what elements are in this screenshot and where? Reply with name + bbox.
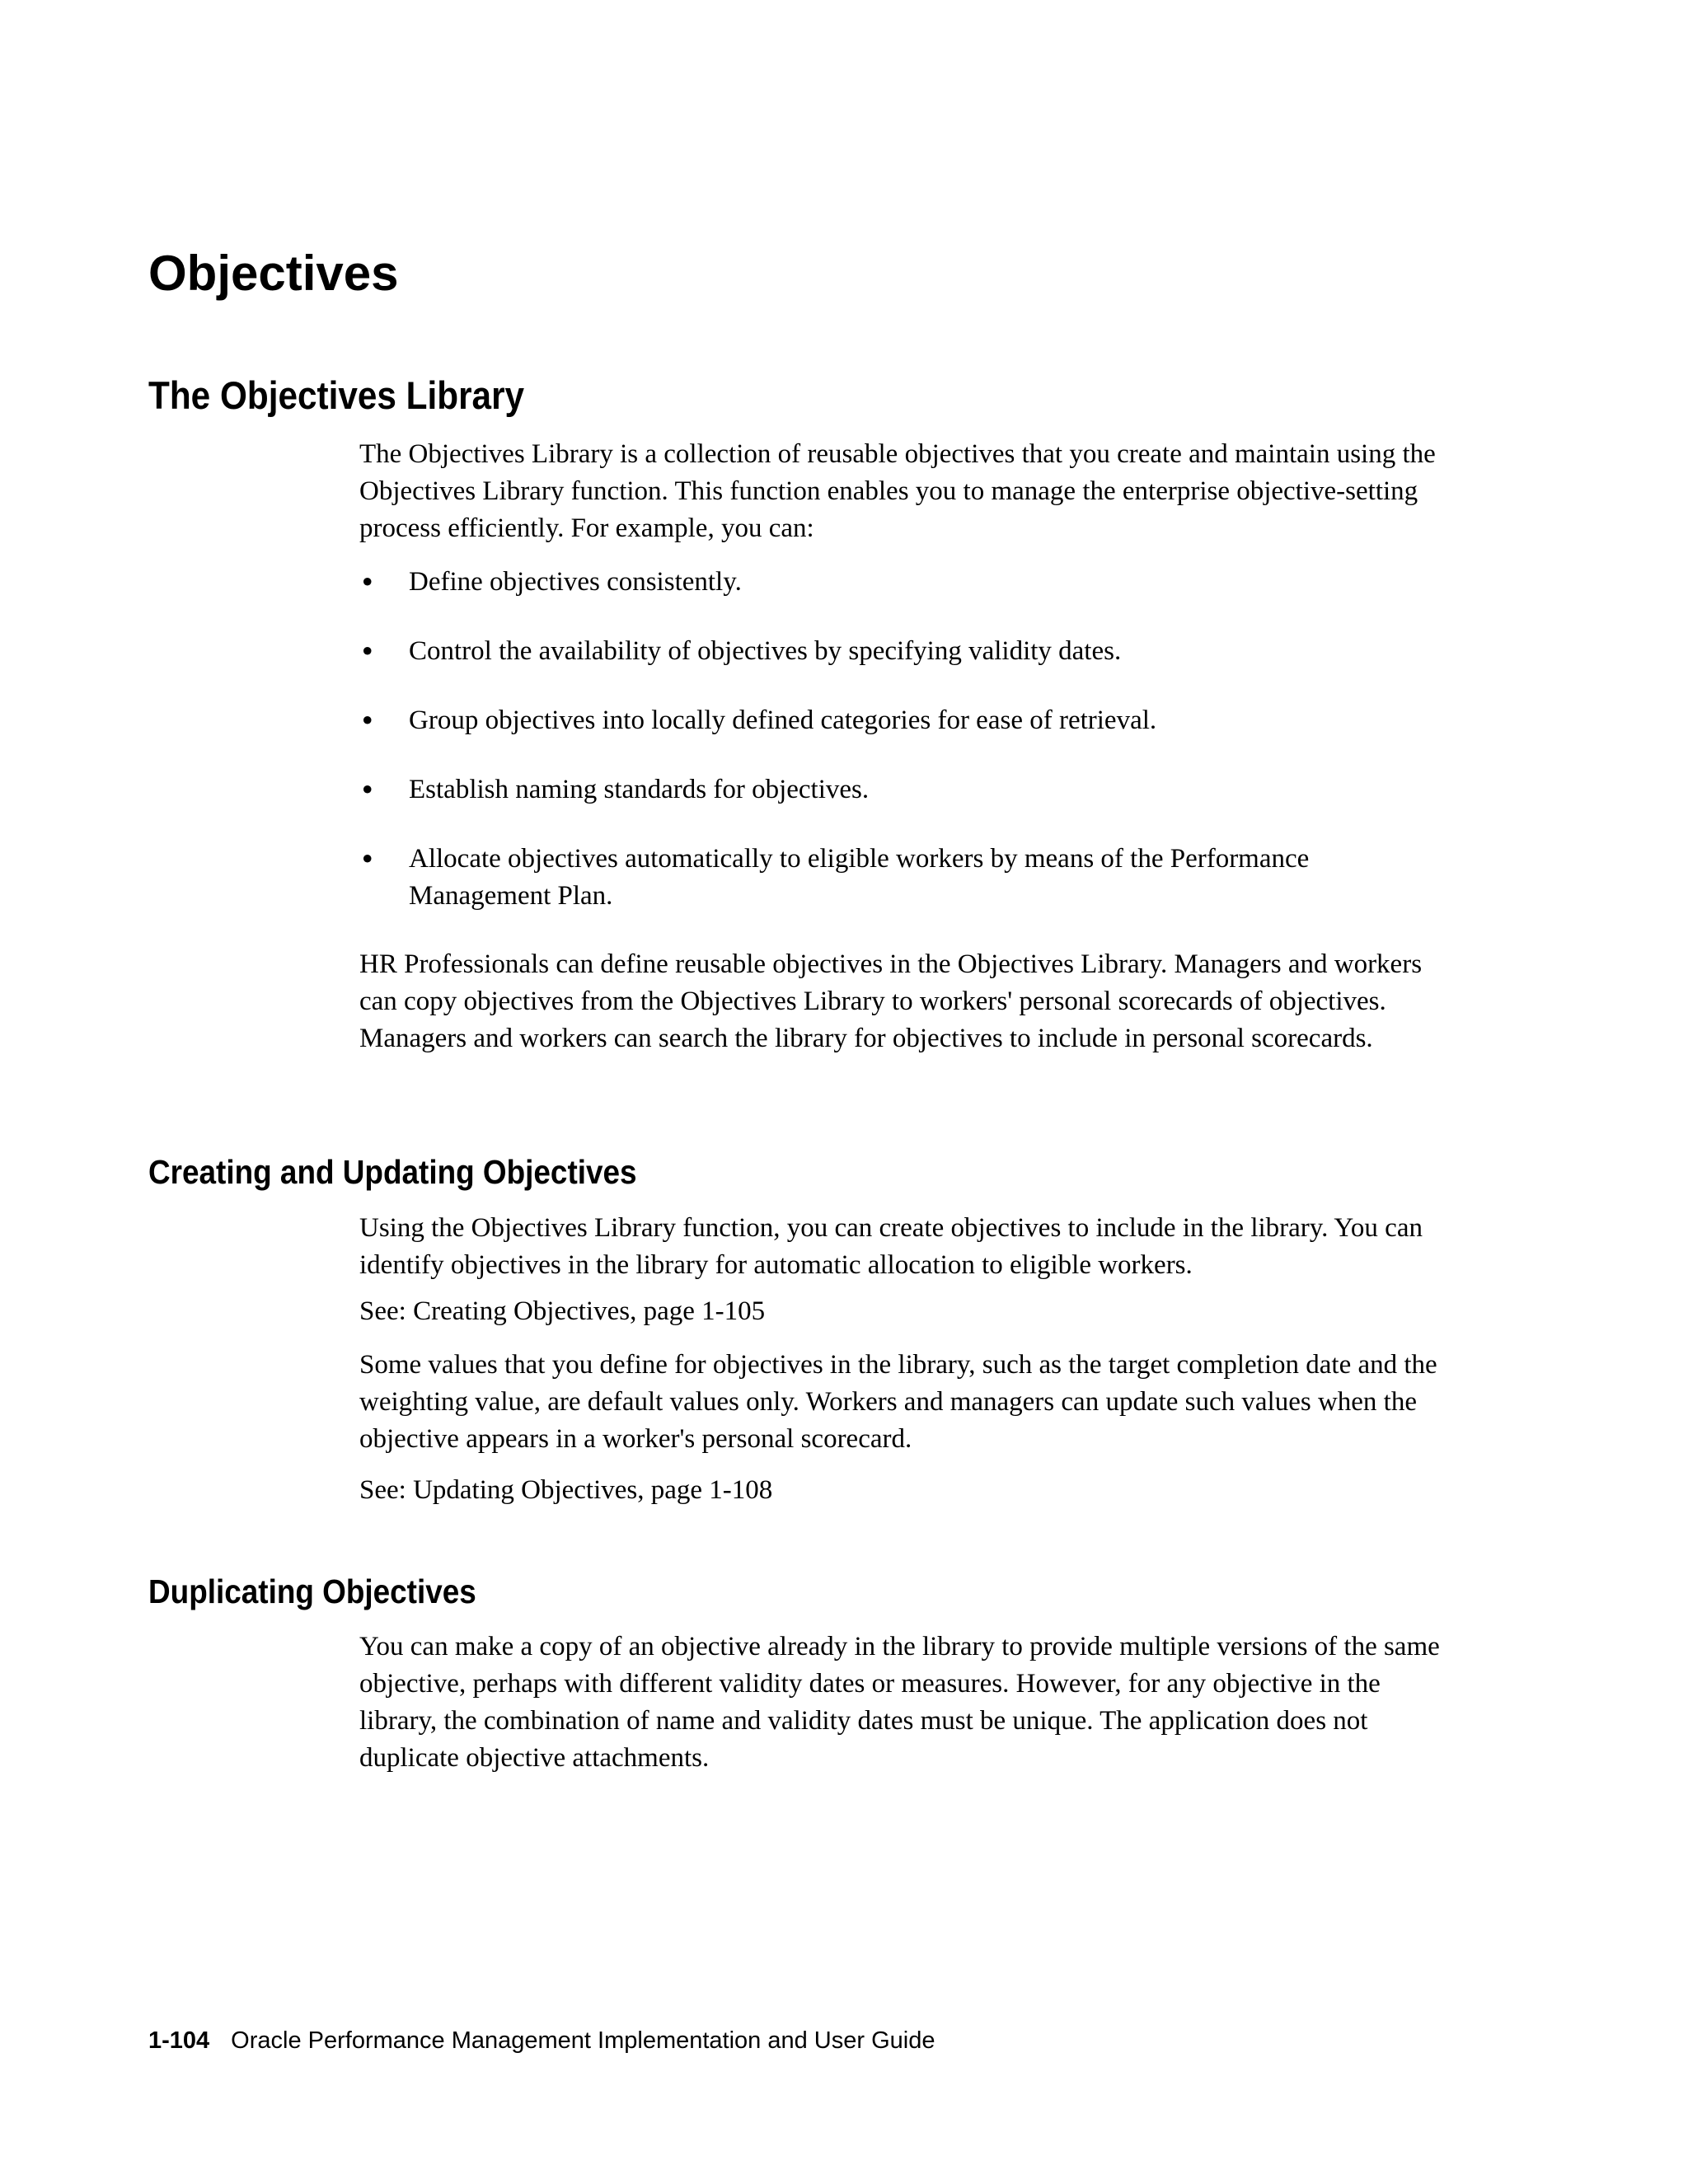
list-item [359,771,1447,808]
footer-book-title: Oracle Performance Management Implementation and User Guide [231,2027,935,2054]
creating-text-2: Some values that you define for objectives in the library, such as the target completion date and the weighting value, are default values only. Workers and managers can update such values when the objective appears in a worker's personal scorecard. [359,1350,1437,1454]
list-item [359,841,1447,915]
library-intro-text: The Objectives Library is a collection of reusable objectives that you create and maintain using the Objectives Library function. This function enables you to manage the enterprise objective-setting process efficiently. For example, you can: [359,439,1436,543]
creating-see-reference-2 [359,1472,1447,1509]
creating-see-reference-1 [359,1293,1447,1330]
library-closing-text: HR Professionals can define reusable objectives in the Objectives Library. Managers and workers can copy objectives from the Objectives Library to workers' personal scorecards of objectives. Managers and workers can search the library for objectives to include in personal scorecards. [359,949,1423,1053]
library-closing-paragraph [359,946,1447,1057]
library-intro-paragraph [359,436,1447,547]
bullet-icon: • [359,566,376,598]
duplicating-paragraph [359,1629,1447,1777]
list-item-text: Group objectives into locally defined categories for ease of retrieval. [409,705,1157,735]
duplicating-text: You can make a copy of an objective already in the library to provide multiple versions of the same objective, perhaps with different validity dates or measures. However, for any objective in the library, the combination of name and validity dates must be unique. The application does not duplicate objective attachments. [359,1632,1440,1773]
list-item-text: Control the availability of objectives by specifying validity dates. [409,636,1122,666]
list-item [359,564,1447,601]
section-heading-creating-updating: Creating and Updating Objectives [148,1153,637,1191]
page-footer [148,2026,935,2055]
list-item-text: Define objectives consistently. [409,567,742,597]
bullet-icon: • [359,843,376,875]
see-creating-objectives-link[interactable]: See: Creating Objectives, page 1-105 [359,1296,766,1326]
list-item-text: Allocate objectives automatically to eligible workers by means of the Performance Management Plan. [409,844,1310,911]
creating-paragraph-2 [359,1347,1447,1458]
creating-paragraph-1 [359,1210,1447,1284]
creating-text-1: Using the Objectives Library function, you can create objectives to include in the library. You can identify objectives in the library for automatic allocation to eligible workers. [359,1213,1423,1280]
list-item [359,702,1447,739]
list-item-text: Establish naming standards for objectives. [409,775,870,804]
bullet-icon: • [359,774,376,806]
section-heading-duplicating: Duplicating Objectives [148,1572,476,1610]
bullet-icon: • [359,705,376,737]
page-title: Objectives [148,246,399,301]
section-heading-objectives-library: The Objectives Library [148,373,525,417]
footer-page-number: 1-104 [148,2027,210,2054]
bullet-icon: • [359,635,376,668]
list-item [359,633,1447,670]
library-bullet-list [359,564,1447,947]
see-updating-objectives-link[interactable]: See: Updating Objectives, page 1-108 [359,1475,773,1505]
